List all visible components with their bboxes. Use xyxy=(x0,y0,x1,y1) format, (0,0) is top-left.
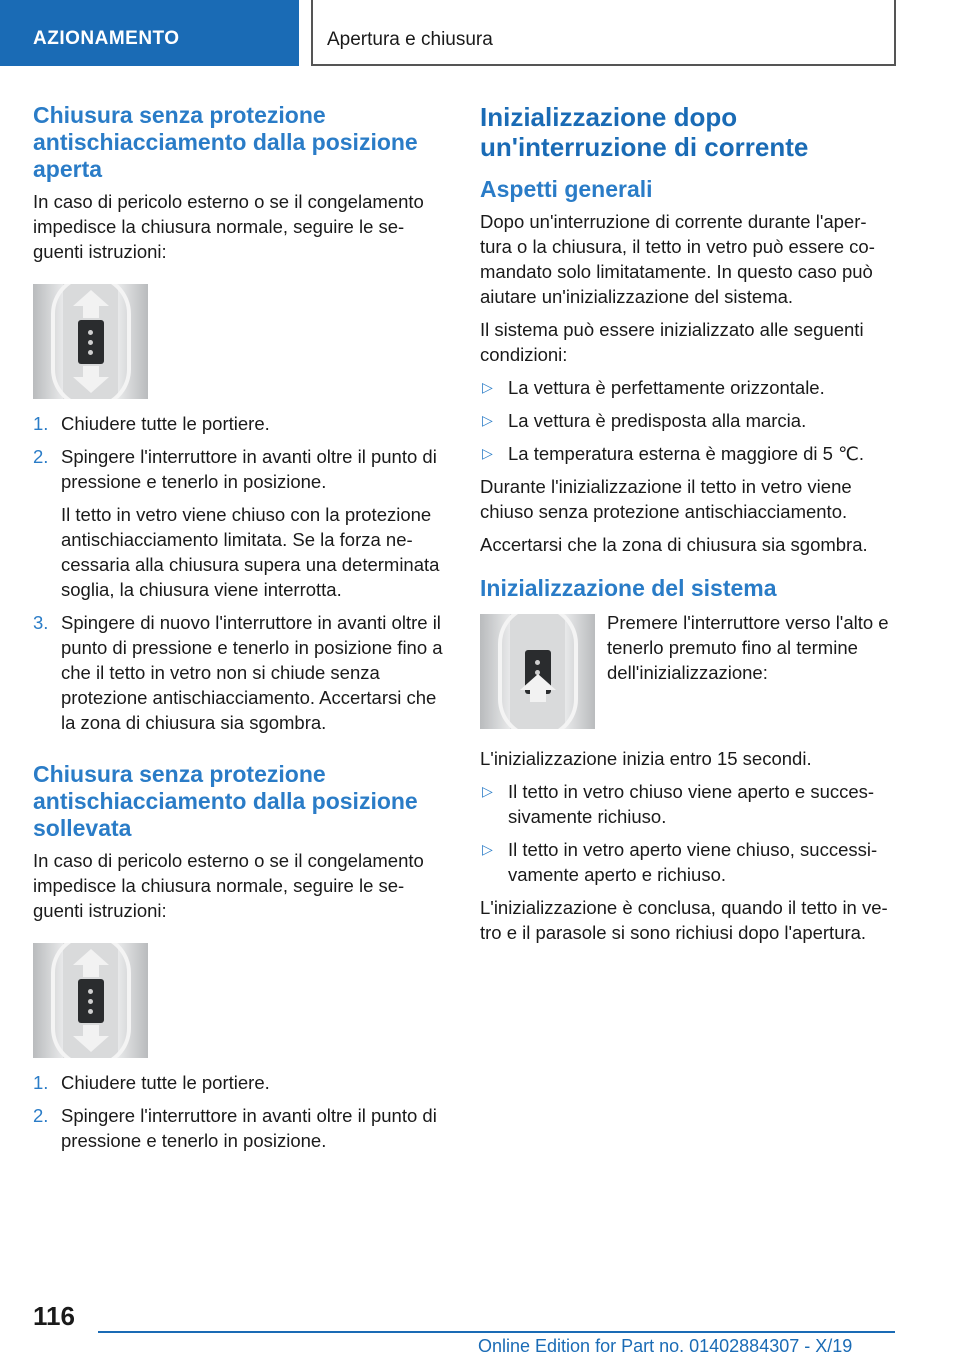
footer-rule xyxy=(98,1331,895,1333)
paragraph: Premere l'interruttore verso l'alto e tenerlo premuto fino al termine dell'inizializzazione: xyxy=(607,612,889,683)
triangle-bullet-icon: ▷ xyxy=(482,445,493,461)
init-list xyxy=(480,779,896,887)
list-item: 3. Spingere di nuovo l'interruttore in avanti oltre il punto di pressione e tenerlo in posizione fino a che il tetto in vetro non si chiude senza protezione antischiacciamento. Accertarsi che la zona di chiusura sia sgombra. xyxy=(33,612,443,733)
arrow-down-icon xyxy=(73,1036,109,1052)
paragraph: L'inizializzazione è conclusa, quando il tetto in ve-tro e il parasole si sono richiusi dopo l'apertura. xyxy=(480,897,888,943)
arrow-up-icon xyxy=(73,949,109,965)
left-column xyxy=(33,102,448,1161)
triangle-bullet-icon: ▷ xyxy=(482,841,493,857)
main-title: Inizializzazione dopo un'interruzione di corrente xyxy=(480,102,809,162)
list-item: 2. Spingere l'interruttore in avanti oltre il punto di pressione e tenerlo in posizione. xyxy=(33,1105,437,1151)
arrow-up-icon xyxy=(73,290,109,306)
steps-list xyxy=(33,1070,448,1153)
arrow-up-icon xyxy=(520,674,556,690)
page-number: 116 xyxy=(33,1301,75,1331)
paragraph: Dopo un'interruzione di corrente durante l'aper-tura o la chiusura, il tetto in vetro può essere co-mandato solo limitatamente. In questo caso può aiutare un'inizializzazione del sistema. xyxy=(480,211,875,307)
list-item: ▷ La temperatura esterna è maggiore di 5 ℃. xyxy=(482,443,865,464)
list-item: ▷ La vettura è predisposta alla marcia. xyxy=(482,410,807,431)
steps-list xyxy=(33,411,448,735)
triangle-bullet-icon: ▷ xyxy=(482,379,493,395)
init-instruction-block xyxy=(480,614,896,732)
header-chapter-label: Apertura e chiusura xyxy=(327,29,493,50)
section-intro: In caso di pericolo esterno o se il congelamento impedisce la chiusura normale, seguire le se-guenti istruzioni: xyxy=(33,191,424,262)
list-item: 1. Chiudere tutte le portiere. xyxy=(33,413,270,434)
list-item: 1. Chiudere tutte le portiere. xyxy=(33,1072,270,1093)
switch-illustration-image xyxy=(33,943,148,1058)
paragraph: Accertarsi che la zona di chiusura sia sgombra. xyxy=(480,534,868,555)
header-chapter-box xyxy=(311,0,896,66)
header-section-tab xyxy=(0,0,299,66)
list-item: ▷ Il tetto in vetro aperto viene chiuso, successi-vamente aperto e richiuso. xyxy=(482,839,878,885)
header-section-label: AZIONAMENTO xyxy=(33,28,180,49)
arrow-down-icon xyxy=(73,377,109,393)
triangle-bullet-icon: ▷ xyxy=(482,783,493,799)
conditions-list xyxy=(480,375,896,466)
section-title-open-position: Chiusura senza protezione antischiacciamento dalla posizione aperta xyxy=(33,102,418,182)
init-title: Inizializzazione del sistema xyxy=(480,575,777,601)
edition-text: Online Edition for Part no. 01402884307 - X/19 xyxy=(478,1336,853,1356)
triangle-bullet-icon: ▷ xyxy=(482,412,493,428)
right-column xyxy=(480,102,896,953)
switch-illustration-image xyxy=(480,614,595,729)
section-intro: In caso di pericolo esterno o se il congelamento impedisce la chiusura normale, seguire le se-guenti istruzioni: xyxy=(33,850,424,921)
switch-illustration-image xyxy=(33,284,148,399)
general-title: Aspetti generali xyxy=(480,176,653,202)
paragraph: Il sistema può essere inizializzato alle seguenti condizioni: xyxy=(480,319,864,365)
list-item: ▷ La vettura è perfettamente orizzontale. xyxy=(482,377,825,398)
paragraph: L'inizializzazione inizia entro 15 secondi. xyxy=(480,748,812,769)
list-item: 2. Spingere l'interruttore in avanti oltre il punto di pressione e tenerlo in posizione. Il tetto in vetro viene chiuso con la protezione antischiacciamento limitata. Se la forza ne-cessaria alla chiusura supera una determinata soglia, la chiusura viene interrotta. xyxy=(33,446,440,600)
paragraph: Durante l'inizializzazione il tetto in vetro viene chiuso senza protezione antischiacciamento. xyxy=(480,476,852,522)
section-title-raised-position: Chiusura senza protezione antischiacciamento dalla posizione sollevata xyxy=(33,761,418,841)
list-item: ▷ Il tetto in vetro chiuso viene aperto e succes-sivamente richiuso. xyxy=(482,781,875,827)
